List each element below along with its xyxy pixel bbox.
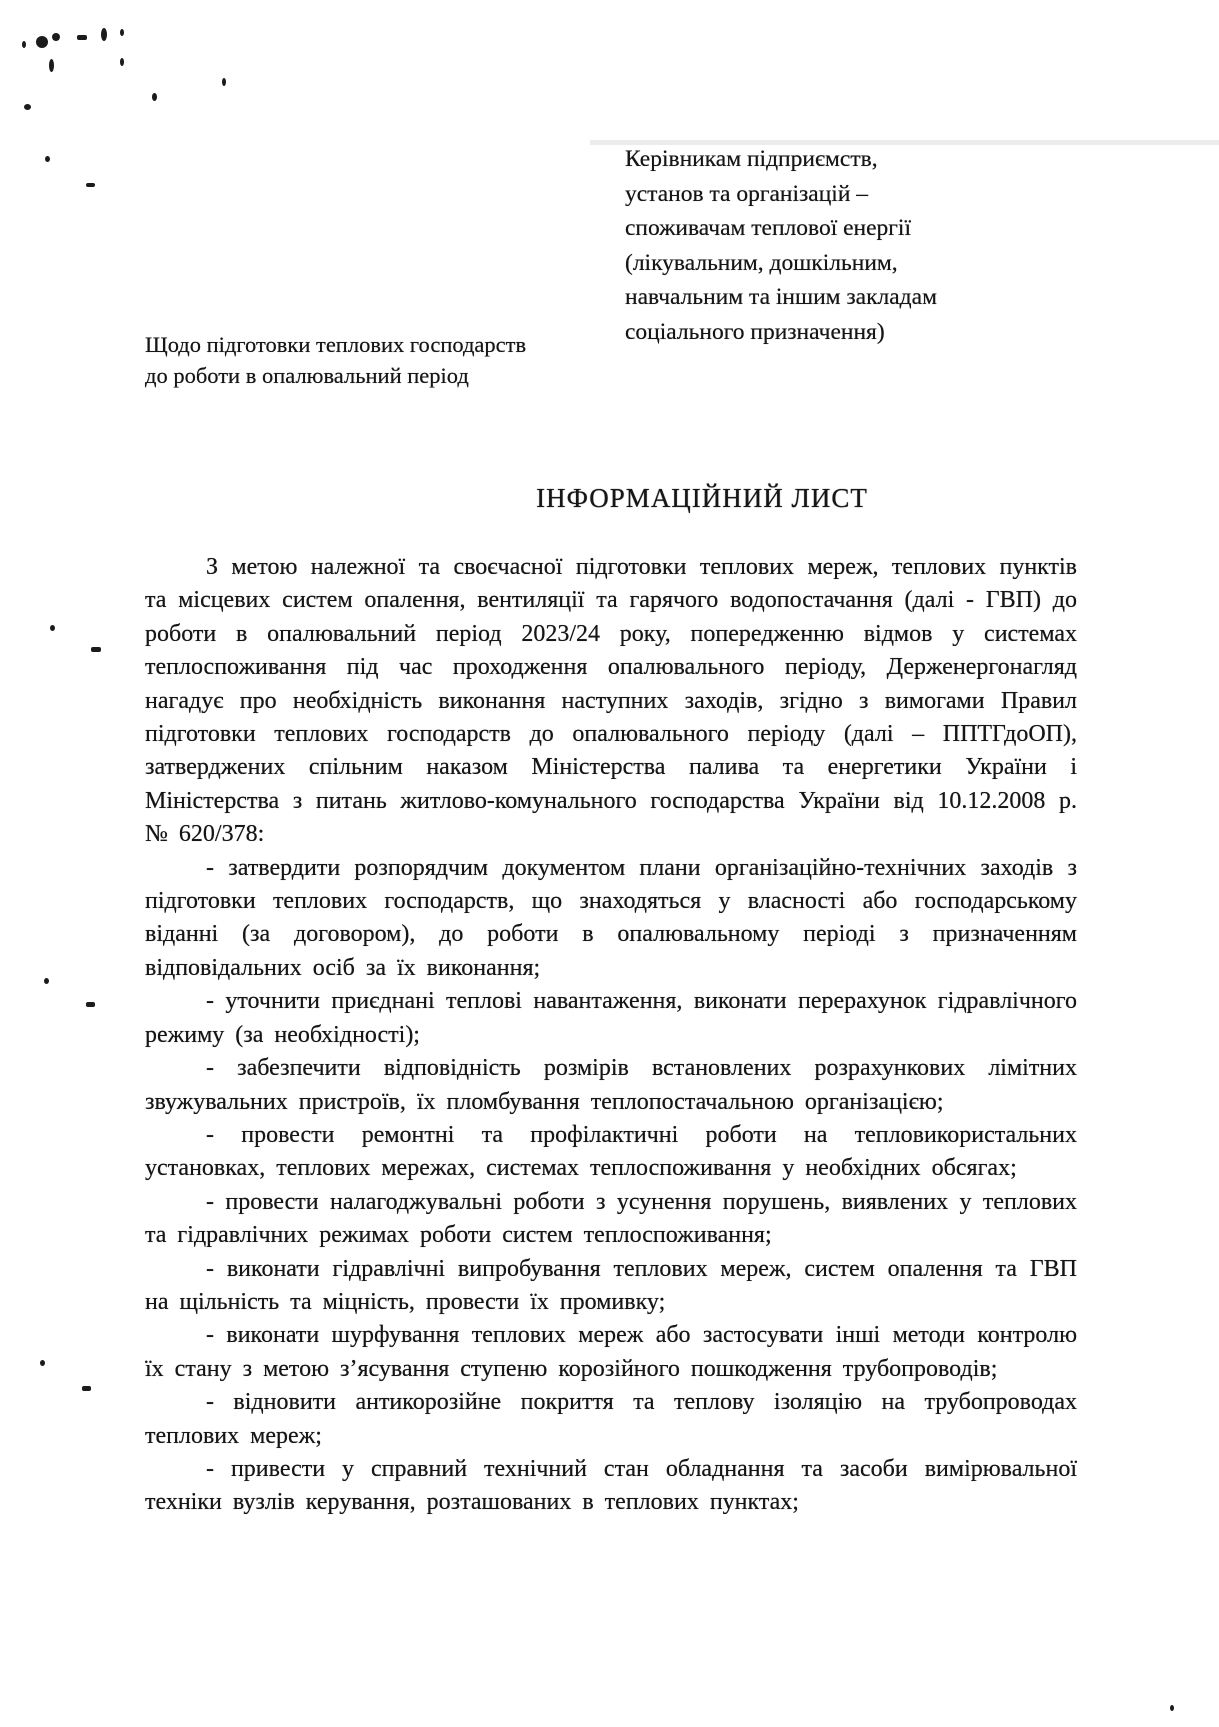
bullet-item: - виконати гідравлічні випробування теплових мереж, систем опалення та ГВП на щільність та міцність, провести їх промивку; xyxy=(145,1255,1077,1315)
subject-line: Щодо підготовки теплових господарств xyxy=(145,332,527,357)
scan-speck xyxy=(120,29,124,36)
addressee-line: установ та організацій – xyxy=(625,180,869,207)
bullet-item: - провести налагоджувальні роботи з усунення порушень, виявлених у теплових та гідравлічних режимах роботи систем теплоспоживання; xyxy=(145,1188,1077,1249)
subject-block xyxy=(145,330,625,391)
bullet-item: - уточнити приєднані теплові навантаження, виконати перерахунок гідравлічного режиму (за необхідності); xyxy=(145,988,1077,1048)
scan-speck xyxy=(91,647,101,652)
scan-speck xyxy=(40,1360,45,1366)
scan-speck xyxy=(52,33,60,41)
addressee-line: Керівникам підприємств, xyxy=(625,146,878,172)
scan-speck xyxy=(101,28,107,41)
scan-speck xyxy=(44,978,49,984)
intro-paragraph: З метою належної та своєчасної підготовки теплових мереж, теплових пунктів та місцевих систем опалення, вентиляції та гарячого водопостачання (далі - ГВП) до роботи в опалювальний період 2023/24 року, попередженню відмов у системах теплоспоживання під час проходження опалювального періоду, Держенергонагляд нагадує про необхідність виконання наступних заходів, згідно з вимогами Правил підготовки теплових господарств до опалювального періоду (далі – ППТГдоОП), затверджених спільним наказом Міністерства палива та енергетики України і Міністерства з питань житлово-комунального господарства України від 10.12.2008 р. № 620/378: xyxy=(145,554,1077,848)
bullet-item: - провести ремонтні та профілактичні роботи на тепловикористальних установках, теплових мережах, системах теплоспоживання у необхідних обсягах; xyxy=(145,1121,1077,1182)
scan-speck xyxy=(86,1002,95,1007)
subject-line: до роботи в опалювальний період xyxy=(145,362,469,388)
addressee-line: споживачам теплової енергії xyxy=(625,215,911,241)
letter-body xyxy=(145,551,1077,1520)
addressee-line: (лікувальним, дошкільним, xyxy=(625,249,898,276)
scan-speck xyxy=(22,41,26,48)
scan-speck xyxy=(152,93,157,101)
bullet-item: - затвердити розпорядчим документом плани організаційно-технічних заходів з підготовки теплових господарств, що знаходяться у власності або господарському віданні (за договором), до роботи в опалювальному періоді з призначенням відповідальних осіб за їх виконання; xyxy=(145,854,1077,981)
bullet-item: - виконати шурфування теплових мереж або застосувати інші методи контролю їх стану з метою з’ясування ступеню корозійного пошкодження трубопроводів; xyxy=(145,1322,1077,1382)
scan-speck xyxy=(77,35,87,40)
scan-speck xyxy=(1170,1705,1174,1711)
scan-speck xyxy=(45,156,50,162)
bullet-item: - забезпечити відповідність розмірів встановлених розрахункових лімітних звужувальних пристроїв, їх пломбування теплопостачальною організацією; xyxy=(145,1055,1077,1115)
scan-speck xyxy=(82,1386,91,1391)
scan-speck xyxy=(50,625,55,631)
scan-speck xyxy=(120,58,124,66)
addressee-block xyxy=(625,142,1025,349)
scan-speck xyxy=(49,59,54,72)
scan-speck xyxy=(24,104,31,110)
addressee-line: навчальним та іншим закладам xyxy=(625,284,937,310)
scan-speck xyxy=(222,78,226,86)
scan-speck xyxy=(36,36,48,48)
addressee-line: соціального призначення) xyxy=(625,318,885,345)
bullet-item: - привести у справний технічний стан обладнання та засоби вимірювальної техніки вузлів керування, розташованих в теплових пунктах; xyxy=(145,1455,1077,1516)
bullet-item: - відновити антикорозійне покриття та теплову ізоляцію на трубопроводах теплових мереж; xyxy=(145,1389,1077,1449)
scan-speck xyxy=(86,183,95,187)
letter-title: ІНФОРМАЦІЙНИЙ ЛИСТ xyxy=(536,483,868,513)
